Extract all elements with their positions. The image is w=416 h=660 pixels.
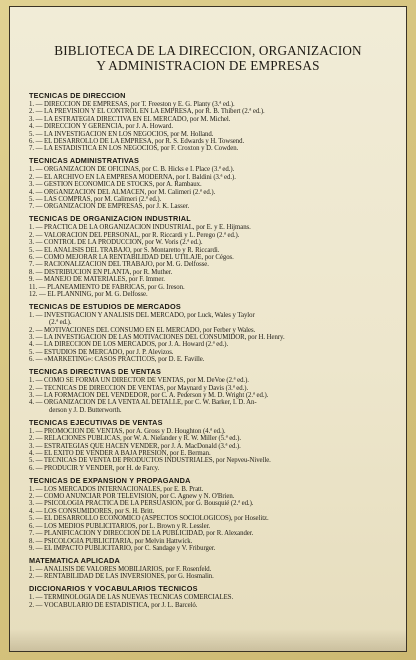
catalog-entry: (2.ª ed.). bbox=[49, 319, 72, 327]
catalog-entry: 3. — LA INVESTIGACION DE LAS MOTIVACIONES DEL CONSUMIDOR, por H. Henry. bbox=[29, 334, 285, 342]
catalog-entry: 1. — ANALISIS DE VALORES MOBILIARIOS, por F. Rosenfeld. bbox=[29, 565, 212, 573]
catalog-entry: 8. — DISTRIBUCION EN PLANTA, por R. Muther. bbox=[29, 268, 173, 276]
section-title: TECNICAS DE DIRECCION bbox=[29, 91, 126, 100]
catalog-entry: 4. — EL EXITO DE VENDER A BAJA PRESION, por E. Berman. bbox=[29, 449, 211, 457]
catalog-entry: 4. — LOS CONSUMIDORES, por S. H. Britt. bbox=[29, 507, 155, 515]
catalog-entry: 2. — RENTABILIDAD DE LAS INVERSIONES, por G. Hosmalin. bbox=[29, 573, 214, 581]
catalog-list bbox=[29, 91, 401, 612]
catalog-entry: 8. — PSICOLOGIA PUBLICITARIA, por Melvin Hattwick. bbox=[29, 537, 193, 545]
catalog-entry: 4. — ORGANIZACION DE LA VENTA AL DETALLE, por C. W. Barker, I. D. An- bbox=[29, 399, 257, 407]
catalog-section bbox=[29, 476, 401, 553]
series-title bbox=[10, 43, 406, 73]
catalog-section bbox=[29, 418, 401, 472]
catalog-entry: 5. — EL DESARROLLO ECONOMICO (ASPECTOS SOCIOLOGICOS), por Hoselitz. bbox=[29, 515, 269, 523]
catalog-section bbox=[29, 556, 401, 581]
catalog-entry: 3. — PSICOLOGIA PRACTICA DE LA PERSUASION, por G. Bousquié (2.ª ed.). bbox=[29, 500, 254, 508]
catalog-entry: 6. — «MARKETING»: CASOS PRACTICOS, por D. E. Faville. bbox=[29, 356, 205, 364]
catalog-entry: 6. — EL DESARROLLO DE LA EMPRESA, por R. S. Edwards y H. Towsend. bbox=[29, 138, 245, 146]
catalog-entry: 2. — EL ARCHIVO EN LA EMPRESA MODERNA, por I. Baldini (3.ª ed.). bbox=[29, 173, 236, 181]
catalog-entry: 1. — INVESTIGACION Y ANALISIS DEL MERCADO, por Luck, Wales y Taylor bbox=[29, 311, 255, 319]
section-title: TECNICAS DIRECTIVAS DE VENTAS bbox=[29, 367, 162, 377]
catalog-entry: 6. — PRODUCIR Y VENDER, por H. de Farcy. bbox=[29, 464, 160, 472]
catalog-entry: 2. — MOTIVACIONES DEL CONSUMO EN EL MERCADO, por Ferber y Wales. bbox=[29, 326, 256, 334]
catalog-entry: 1. — PROMOCION DE VENTAS, por A. Gross y D. Houghton (4.ª ed.). bbox=[29, 427, 226, 435]
catalog-entry: 9. — EL IMPACTO PUBLICITARIO, por C. Sandage y V. Friburger. bbox=[29, 544, 216, 552]
catalog-entry: derson y J. D. Butterworth. bbox=[49, 406, 122, 414]
catalog-entry: 3. — ESTRATEGIAS QUE HACEN VENDER, por J. A. MacDonald (3.ª ed.). bbox=[29, 442, 241, 450]
page-shadow bbox=[10, 629, 406, 651]
section-title: TECNICAS DE ESTUDIOS DE MERCADOS bbox=[29, 301, 181, 311]
catalog-entry: 5. — EL ANALISIS DEL TRABAJO, por S. Montaretto y R. Riccardi. bbox=[29, 246, 220, 254]
catalog-entry: 2. — LA PREVISION Y EL CONTROL EN LA EMPRESA, por R. B. Thibert (2.ª ed.). bbox=[29, 108, 265, 116]
catalog-entry: 2. — RELACIONES PUBLICAS, por W. A. Nielander y R. W. Miller (5.ª ed.). bbox=[29, 435, 242, 443]
series-title-line-2: Y ADMINISTRACION DE EMPRESAS bbox=[96, 58, 320, 73]
catalog-entry: 4. — ORGANIZACION DEL ALMACEN, por M. Calimeri (2.ª ed.). bbox=[29, 188, 216, 196]
catalog-entry: 11. — PLANEAMIENTO DE FABRICAS, por G. Ireson. bbox=[29, 283, 185, 291]
catalog-entry: 5. — ESTUDIOS DE MERCADO, por J. P. Alevizos. bbox=[29, 348, 174, 356]
catalog-entry: 1. — COMO SE FORMA UN DIRECTOR DE VENTAS, por M. DeVoe (2.ª ed.). bbox=[29, 377, 249, 385]
catalog-entry: 1. — TERMINOLOGIA DE LAS NUEVAS TECNICAS COMERCIALES. bbox=[29, 594, 234, 602]
catalog-entry: 5. — TECNICAS DE VENTA DE PRODUCTOS INDUSTRIALES, por Nepveu-Nivelle. bbox=[29, 457, 271, 465]
catalog-entry: 3. — LA ESTRATEGIA DIRECTIVA EN EL MERCADO, por M. Michel. bbox=[29, 115, 231, 123]
catalog-entry: 7. — LA ESTADISTICA EN LOS NEGOCIOS, por F. Croxton y D. Cowden. bbox=[29, 145, 239, 153]
section-title: TECNICAS DE ORGANIZACION INDUSTRIAL bbox=[29, 214, 191, 224]
section-title: TECNICAS EJECUTIVAS DE VENTAS bbox=[29, 417, 163, 427]
catalog-panel bbox=[9, 6, 407, 652]
catalog-entry: 3. — CONTROL DE LA PRODUCCION, por W. Voris (2.ª ed.). bbox=[29, 239, 203, 247]
catalog-entry: 2. — VALORACION DEL PERSONAL, por R. Riccardi y L. Perego (2.ª ed.). bbox=[29, 231, 240, 239]
catalog-section bbox=[29, 302, 401, 364]
catalog-section bbox=[29, 584, 401, 609]
section-title: DICCIONARIOS Y VOCABULARIOS TECNICOS bbox=[29, 584, 198, 594]
catalog-entry: 2. — VOCABULARIO DE ESTADISTICA, por J. L. Barceló. bbox=[29, 601, 198, 609]
catalog-entry: 5. — LA INVESTIGACION EN LOS NEGOCIOS, por M. Holland. bbox=[29, 130, 214, 138]
catalog-entry: 1. — PRACTICA DE LA ORGANIZACION INDUSTRIAL, por E. y E. Hijmans. bbox=[29, 224, 251, 232]
catalog-entry: 6. — LOS MEDIOS PUBLICITARIOS, por L. Brown y R. Lessler. bbox=[29, 522, 211, 530]
catalog-entry: 4. — LA DIRECCION DE LOS MERCADOS, por J. A. Howard (2.ª ed.). bbox=[29, 341, 229, 349]
catalog-entry: 1. — LOS MERCADOS INTERNACIONALES, por E. B. Pratt. bbox=[29, 485, 204, 493]
catalog-entry: 7. — ORGANIZACION DE EMPRESAS, por J. K. Lasser. bbox=[29, 203, 190, 211]
catalog-entry: 7. — RACIONALIZACION DEL TRABAJO, por M. G. Delfosse. bbox=[29, 261, 209, 269]
catalog-section bbox=[29, 156, 401, 210]
catalog-entry: 12. — EL PLANNING, por M. G. Delfosse. bbox=[29, 290, 148, 298]
section-title: TECNICAS ADMINISTRATIVAS bbox=[29, 156, 140, 166]
section-title: TECNICAS DE EXPANSION Y PROPAGANDA bbox=[29, 475, 191, 485]
catalog-section bbox=[29, 91, 401, 153]
catalog-entry: 7. — PLANIFICACION Y DIRECCION DE LA PUBLICIDAD, por R. Alexander. bbox=[29, 530, 254, 538]
catalog-section bbox=[29, 214, 401, 298]
catalog-entry: 3. — GESTION ECONOMICA DE STOCKS, por A. Rambaux. bbox=[29, 181, 202, 189]
series-title-line-1: BIBLIOTECA DE LA DIRECCION, ORGANIZACION bbox=[54, 43, 362, 58]
catalog-entry: 2. — COMO ANUNCIAR POR TELEVISION, por C. Agnew y N. O'Brien. bbox=[29, 493, 235, 501]
catalog-entry: 2. — TECNICAS DE DIRECCION DE VENTAS, por Maynard y Davis (3.ª ed.). bbox=[29, 384, 249, 392]
catalog-section bbox=[29, 367, 401, 414]
catalog-entry: 3. — LA FORMACION DEL VENDEDOR, por C. A. Pederson y M. D. Wright (2.ª ed.). bbox=[29, 392, 269, 399]
section-title: MATEMATICA APLICADA bbox=[29, 555, 120, 565]
catalog-entry: 1. — ORGANIZACION DE OFICINAS, por C. B. Hicks e I. Place (3.ª ed.). bbox=[29, 166, 235, 174]
catalog-entry: 6. — COMO MEJORAR LA RENTABILIDAD DEL UTILAJE, por Cégos. bbox=[29, 253, 234, 261]
catalog-entry: 5. — LAS COMPRAS, por M. Calimeri (2.ª ed.). bbox=[29, 195, 162, 203]
catalog-entry: 4. — DIRECCION Y GERENCIA, por J. A. Howard. bbox=[29, 123, 173, 131]
catalog-entry: 9. — MANEJO DE MATERIALES, por F. Immer. bbox=[29, 276, 165, 284]
catalog-entry: 1. — DIRECCION DE EMPRESAS, por T. Freeston y E. G. Planty (3.ª ed.). bbox=[29, 101, 235, 108]
